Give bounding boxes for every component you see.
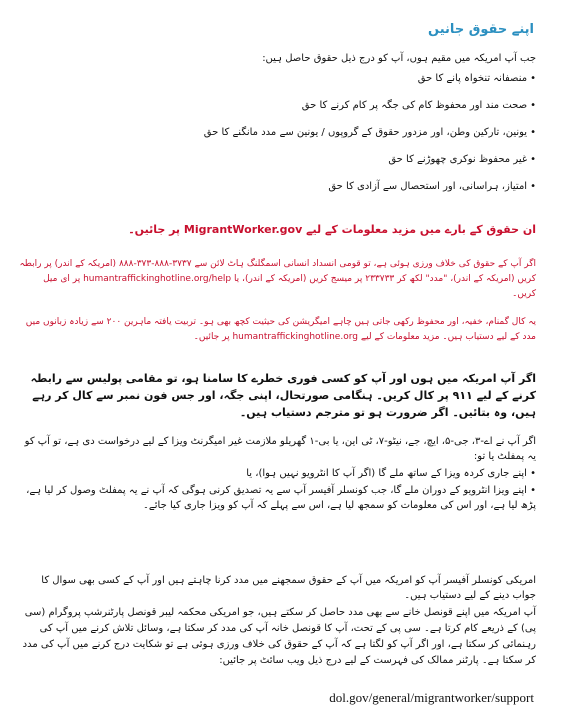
right-text: امتیاز، ہراسانی، اور استحصال سے آزادی کا حق	[328, 181, 528, 192]
list-item	[18, 72, 536, 99]
rights-list	[18, 72, 536, 207]
list-item	[18, 180, 536, 207]
list-item	[18, 466, 536, 481]
bullet-icon: •	[530, 127, 536, 138]
page-title: اپنے حقوق جانیں	[428, 22, 534, 37]
visa-section	[18, 434, 536, 513]
hotline-paragraph: اگر آپ کے حقوق کی خلاف ورزی ہوئی ہے، تو قومی انسداد انسانی اسمگلنگ ہاٹ لائن سے ۳۷۳۷-۸۸۸-۳۷۳-۸۸۸ (امریکہ کے اندر) پر رابطہ کریں (امریکہ کے اندر)، "مدد" لکھ کر ۲۳۳۷۳۳ پر میسج کریں (امریکہ کے اندر)، یا humantraffickinghotline.org/help پر ای میل کریں۔	[19, 259, 536, 299]
bullet-icon: •	[530, 100, 536, 111]
intro-text: جب آپ امریکہ میں مقیم ہوں، آپ کو درج ذیل حقوق حاصل ہیں:	[262, 53, 536, 64]
anonymous-paragraph: یہ کال گمنام، خفیہ، اور محفوظ رکھی جاتی ہیں چاہے امیگریشن کی حیثیت کچھ بھی ہو۔ تربیت یافتہ ماہرین ۲۰۰ سے زیادہ زبانوں میں مدد کے لیے دستیاب ہیں۔ مزید معلومات کے لیے humantraffickinghotline.org پر جائیں۔	[25, 317, 536, 342]
consular-paragraph: امریکی کونسلر آفیسر آپ کو امریکہ میں آپ کے حقوق سمجھنے میں مدد کرنا چاہتے ہیں اور آپ کے کسی بھی سوال کا جواب دینے کے لیے دستیاب ہیں۔	[41, 575, 536, 601]
more-info-before: ان حقوق کے بارے میں مزید معلومات کے لیے	[302, 223, 536, 236]
bullet-icon: •	[530, 154, 536, 165]
visa-item-text: اپنے ویزا انٹرویو کے دوران ملے گا، جب کونسلر آفیسر آپ سے یہ تصدیق کرنی ہوگی کہ آپ نے یہ پمفلٹ وصول کر لیا ہے، پڑھ لیا ہے، اور اس کی معلومات کو سمجھ لیا ہے، اس سے پہلے کہ آپ کو ویزا جاری کیا جائے۔	[26, 485, 536, 511]
list-item	[18, 99, 536, 126]
right-text: صحت مند اور محفوظ کام کی جگہ پر کام کرنے کا حق	[301, 100, 528, 111]
right-text: غیر محفوظ نوکری چھوڑنے کا حق	[388, 154, 528, 165]
emergency-paragraph: اگر آپ امریکہ میں ہوں اور آپ کو کسی فوری خطرے کا سامنا ہو، تو مقامی پولیس سے رابطہ کرنے کے لیے ۹۱۱ پر کال کریں۔ ہنگامی صورتحال، اپنی جگہ، اور جس فون نمبر سے کال کر رہے ہیں، وہ بتائیں۔ اگر ضرورت ہو تو مترجم دستیاب ہیں۔	[30, 372, 536, 419]
support-url-link[interactable]: dol.gov/general/migrantworker/support	[329, 690, 534, 705]
bullet-icon: •	[530, 181, 536, 192]
bullet-icon: •	[530, 73, 536, 84]
visa-item-text: اپنے جاری کردہ ویزا کے ساتھ ملے گا (اگر آپ کا انٹرویو نہیں ہوا)، یا	[246, 468, 527, 479]
list-item	[18, 483, 536, 513]
more-info-text	[18, 222, 536, 238]
list-item	[18, 126, 536, 153]
more-info-after: پر جائیں۔	[128, 223, 184, 236]
visa-intro: اگر آپ نے اے-۳، جی-۵، ایچ، جے، نیٹو-۷، ٹی این، یا بی-۱ گھریلو ملازمت غیر امیگرنٹ ویزا کے لیے درخواست دی ہے، تو آپ کو یہ پمفلٹ یا تو:	[24, 436, 536, 462]
bullet-icon: •	[530, 468, 536, 479]
right-text: منصفانہ تنخواہ پانے کا حق	[417, 73, 528, 84]
migrantworker-link[interactable]: MigrantWorker.gov	[183, 223, 303, 236]
right-text: یونین، تارکین وطن، اور مزدور حقوق کے گروپوں / یونین سے مدد مانگنے کا حق	[203, 127, 528, 138]
list-item	[18, 153, 536, 180]
bullet-icon: •	[530, 485, 536, 496]
ending-paragraph: آپ امریکہ میں اپنے قونصل خانے سے بھی مدد حاصل کر سکتے ہیں، جو امریکی محکمہ لیبر قونصل پارٹنرشپ پروگرام (سی پی) کے ذریعے کام کرتا ہے۔ سی پی کے تحت، آپ کا قونصل خانہ آپ کی مدد کر سکتا ہے، وسائل تلاش کرنے میں آپ کی رہنمائی کر سکتا ہے، اور اگر آپ کو لگتا ہے کہ آپ کے حقوق کی خلاف ورزی ہوئی ہے تو شکایت درج کرنے میں آپ کی مدد کر سکتا ہے۔ پارٹنر ممالک کی فہرست کے لیے درج ذیل ویب سائٹ پر جائیں:	[22, 607, 536, 666]
